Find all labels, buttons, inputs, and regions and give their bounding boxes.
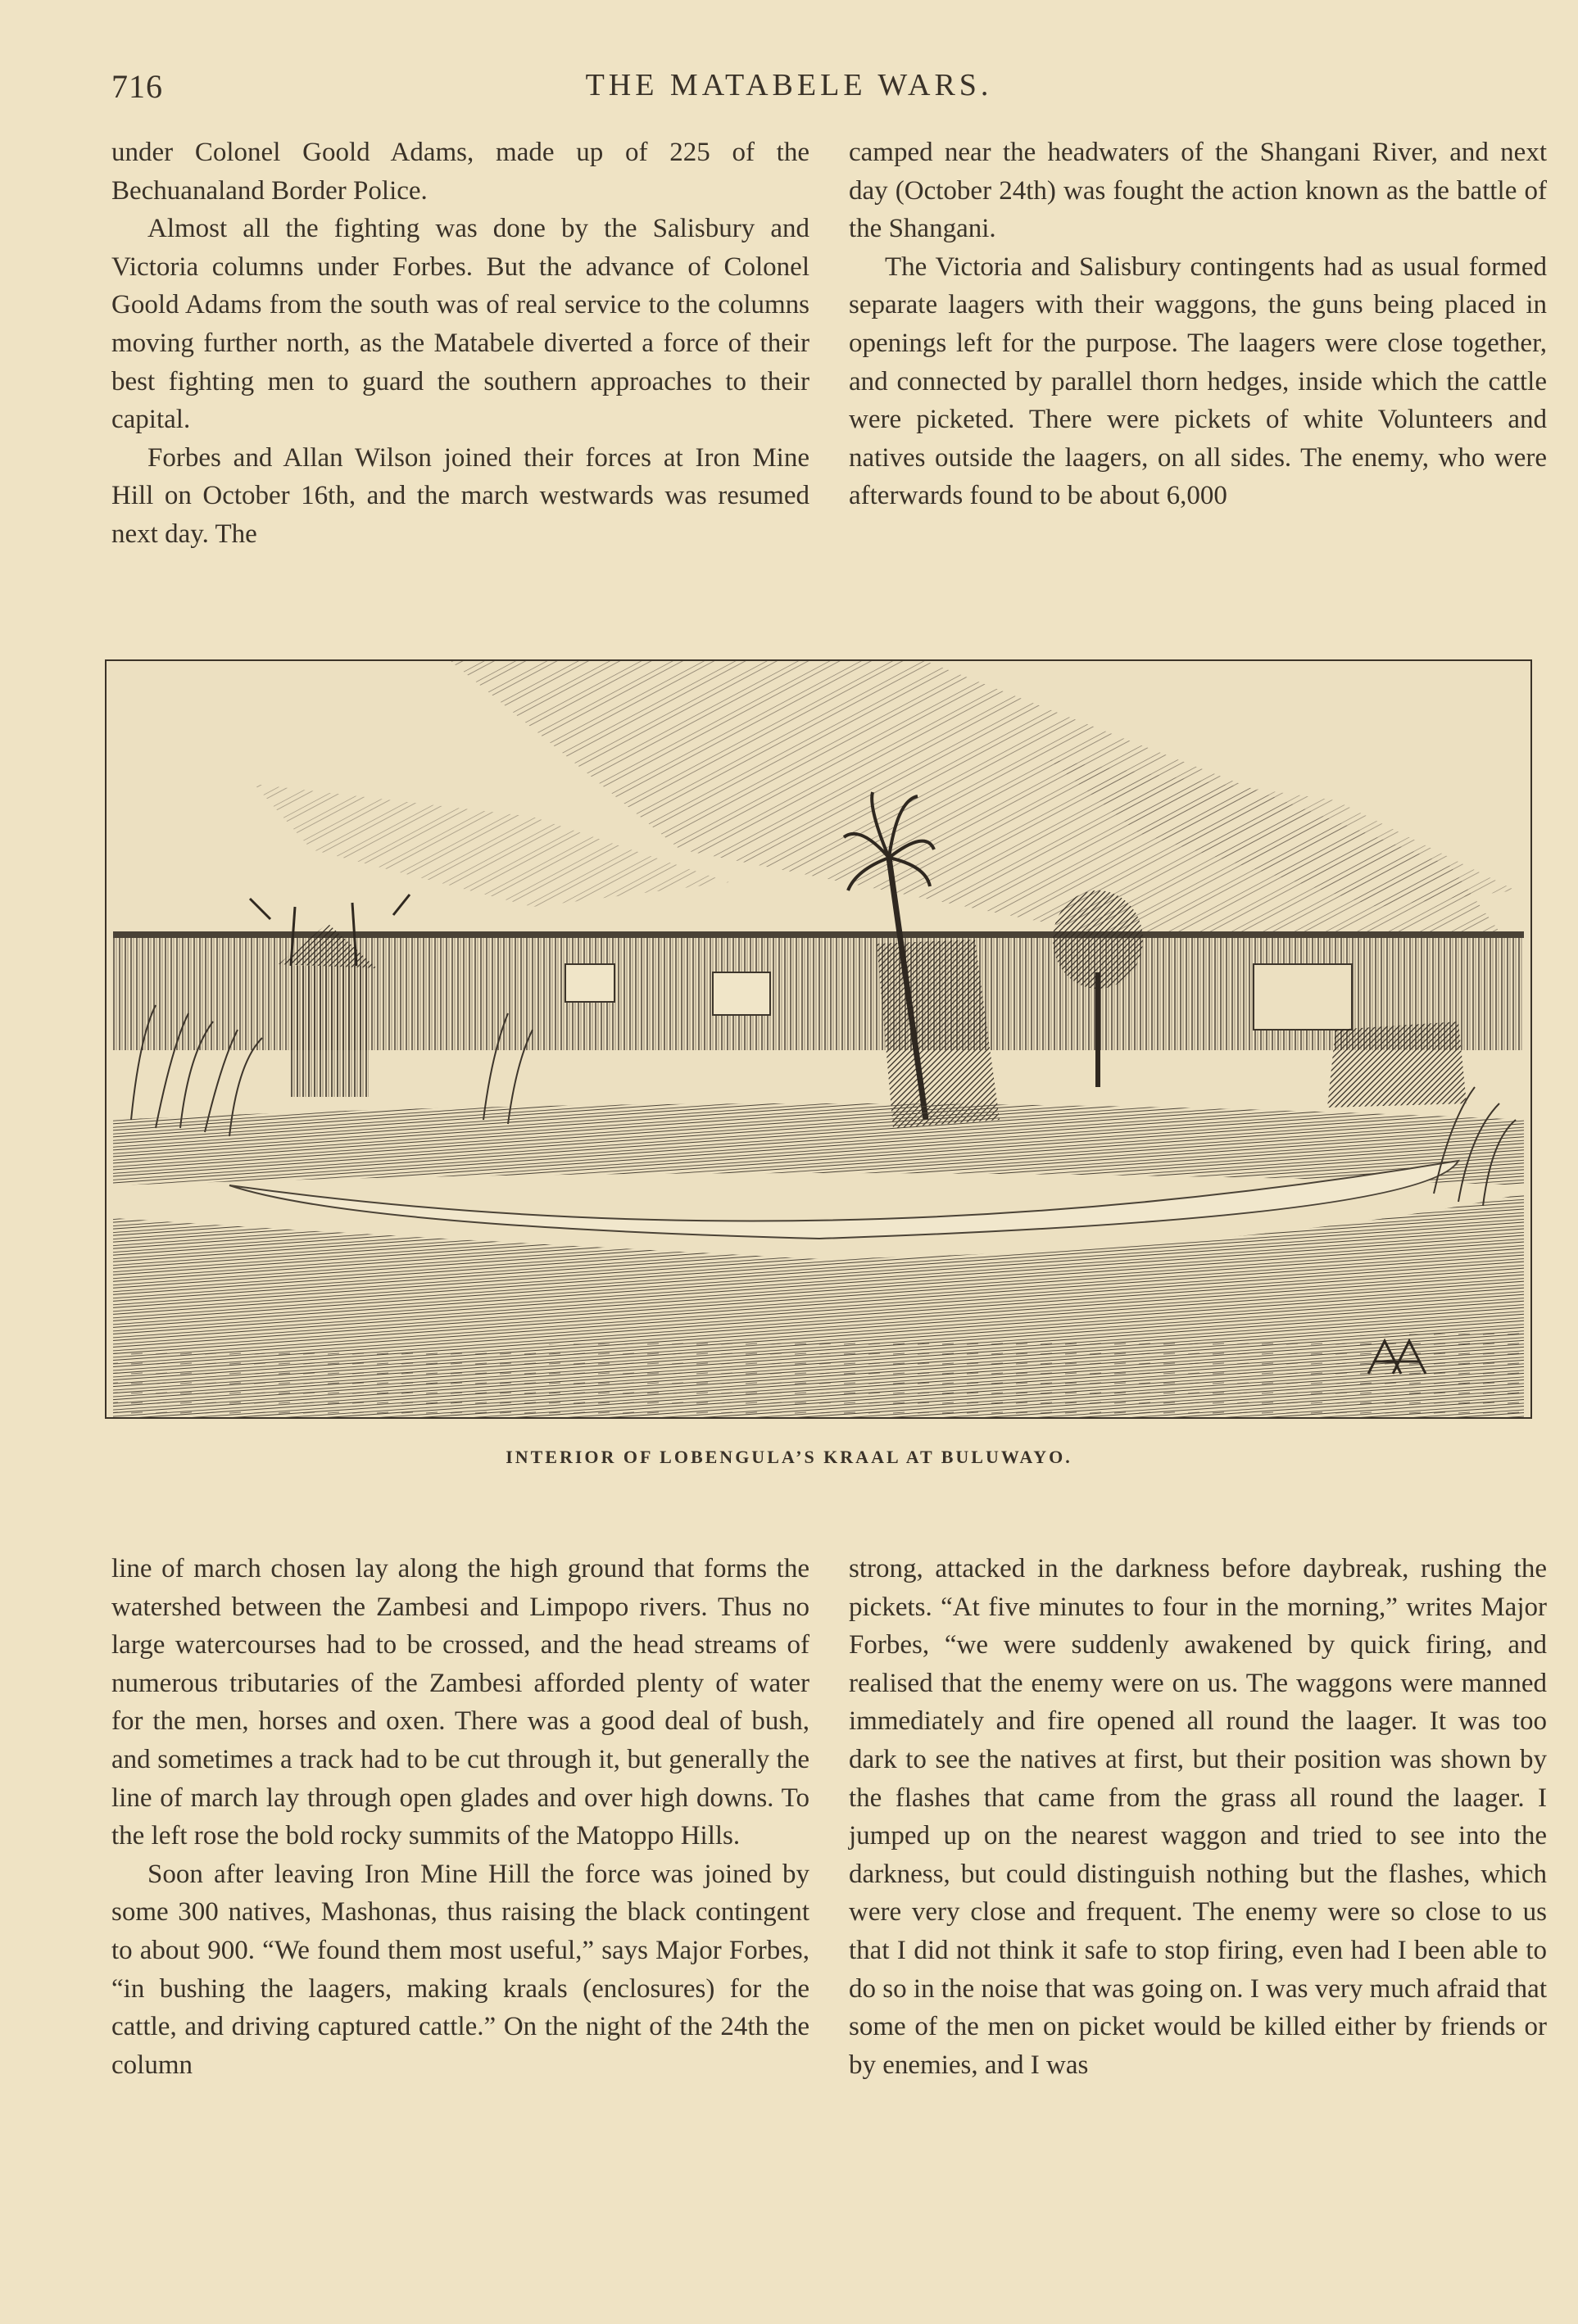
paragraph: Almost all the fighting was done by the Salisbury and Victoria columns under Forbes. But the advance of Colonel Goold Adams from the south was of real service to the columns moving further north, as the Matabele diverted a force of their best fighting men to guard the southern approaches to their capital. bbox=[111, 214, 809, 435]
bottom-right-column bbox=[849, 1550, 1547, 2084]
top-right-column bbox=[849, 134, 1547, 515]
paragraph: camped near the headwaters of the Shangani River, and next day (October 24th) was fought the action known as the battle of the Shangani. bbox=[849, 138, 1547, 244]
paragraph: Forbes and Allan Wilson joined their forces at Iron Mine Hill on October 16th, and the march westwards was resumed next day. The bbox=[111, 442, 809, 549]
paragraph: strong, attacked in the darkness before daybreak, rushing the pickets. “At five minutes to four in the morning,” writes Major Forbes, “we were suddenly awakened by quick firing, and realised that the enemy were on us. The waggons were manned immediately and fire opened all round the laager. It was too dark to see the natives at first, but their position was shown by the flashes that came from the grass all round the laager. I jumped up on the nearest waggon and tried to see into the darkness, but could distinguish nothing but the flashes, which were very close and frequent. The enemy were so close to us that I did not think it safe to stop firing, even had I been able to do so in the noise that was going on. I was very much afraid that some of the men on picket would be killed either by friends or by enemies, and I was bbox=[849, 1554, 1547, 2080]
paragraph: line of march chosen lay along the high ground that forms the watershed between the Zambesi and Limpopo rivers. Thus no large watercourses had to be crossed, and the head streams of numerous tributaries of the Zambesi afforded plenty of water for the men, horses and oxen. There was a good deal of bush, and sometimes a track had to be cut through it, but generally the line of march lay through open glades and over high downs. To the left rose the bold rocky summits of the Matoppo Hills. bbox=[111, 1554, 809, 1851]
kraal-illustration bbox=[105, 659, 1532, 1419]
paragraph: under Colonel Goold Adams, made up of 225 of the Bechuanaland Border Police. bbox=[111, 138, 809, 206]
figure-caption: INTERIOR OF LOBENGULA’S KRAAL AT BULUWAYO. bbox=[506, 1447, 1072, 1467]
top-left-column bbox=[111, 134, 809, 554]
running-title: THE MATABELE WARS. bbox=[585, 68, 993, 102]
paragraph: Soon after leaving Iron Mine Hill the force was joined by some 300 natives, Mashonas, thus raising the black contingent to about 900. “We found them most useful,” says Major Forbes, “in bushing the laagers, making kraals (enclosures) for the cattle, and driving captured cattle.” On the night of the 24th the column bbox=[111, 1859, 809, 2080]
paragraph: The Victoria and Salisbury contingents had as usual formed separate laagers with their waggons, the guns being placed in openings left for the purpose. The laagers were close together, and connected by parallel thorn hedges, inside which the cattle were picketed. There were pickets of white Volunteers and natives outside the laagers, on all sides. The enemy, who were afterwards found to be about 6,000 bbox=[849, 251, 1547, 511]
bottom-left-column bbox=[111, 1550, 809, 2084]
page-number: 716 bbox=[111, 68, 163, 105]
